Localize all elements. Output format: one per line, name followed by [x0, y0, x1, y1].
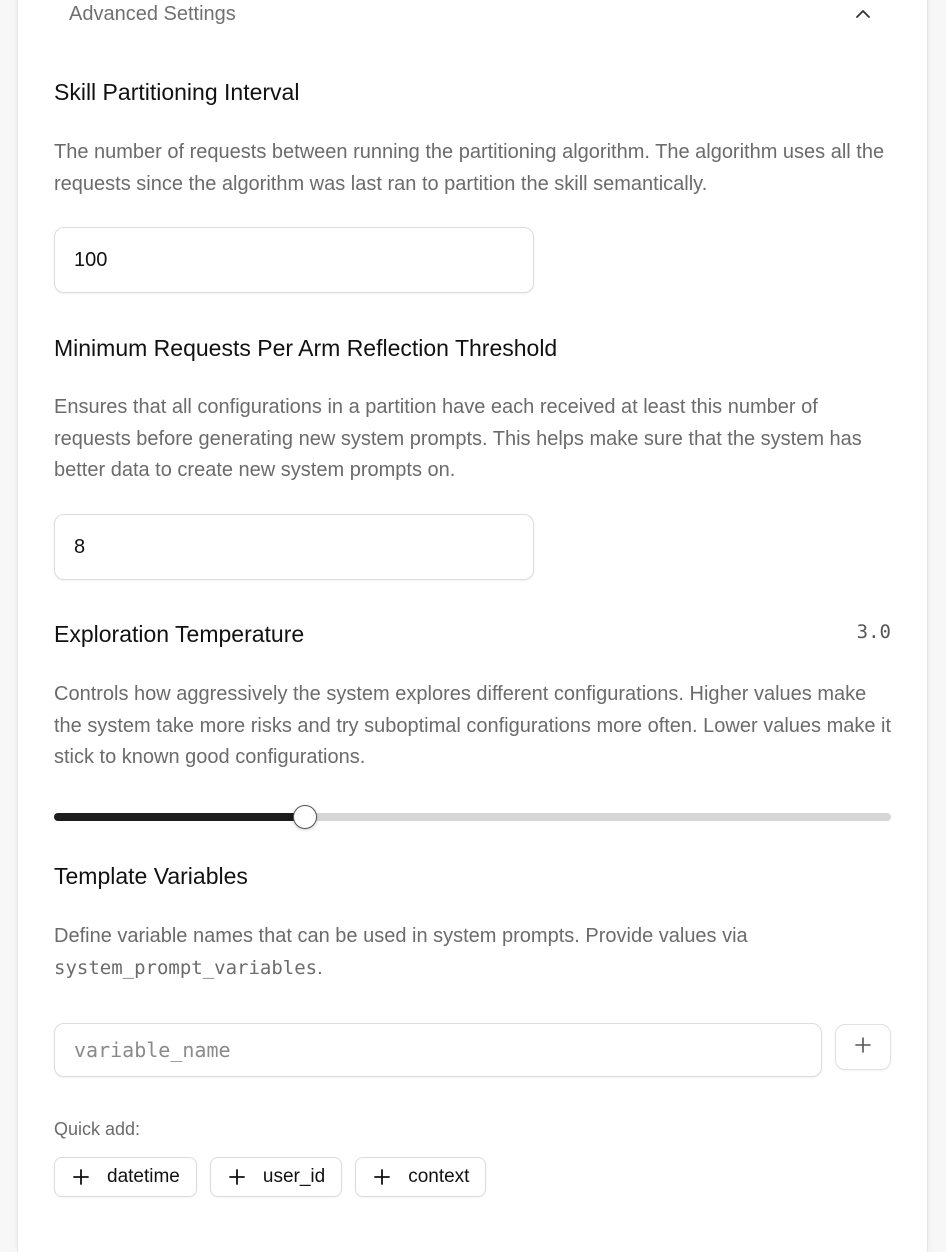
min-requests-input[interactable]	[54, 514, 534, 580]
partitioning-interval-input[interactable]	[54, 227, 534, 293]
quick-add-chips	[54, 1157, 486, 1197]
chip-label: context	[408, 1166, 470, 1187]
template-variables-description	[54, 921, 894, 984]
template-variables-description-suffix: .	[317, 956, 323, 979]
advanced-settings-title: Advanced Settings	[69, 2, 236, 25]
chevron-up-icon[interactable]	[849, 0, 877, 28]
chip-label: user_id	[262, 1166, 326, 1187]
partitioning-interval-description: The number of requests between running the partitioning algorithm. The algorithm uses all the requests since the algorithm was last ran to partition the skill semantically.	[54, 141, 885, 195]
exploration-temperature-title: Exploration Temperature	[54, 621, 305, 647]
template-variables-description-prefix: Define variable names that can be used in system prompts. Provide values via	[54, 925, 748, 947]
add-variable-button[interactable]	[835, 1024, 891, 1070]
exploration-temperature-value: 3.0	[856, 621, 891, 643]
quick-add-label: Quick add:	[54, 1119, 141, 1139]
exploration-temperature-description: Controls how aggressively the system explores different configurations. Higher values make the system take more risks and try suboptimal configurations more often. Lower values make it stick to known good configurations.	[54, 683, 892, 768]
partitioning-interval-value: 100	[74, 248, 108, 271]
quick-add-user-id-button[interactable]	[210, 1157, 342, 1197]
slider-thumb[interactable]	[293, 805, 317, 829]
partitioning-interval-title: Skill Partitioning Interval	[54, 79, 300, 105]
min-requests-description: Ensures that all configurations in a partition have each received at least this number of requests before generating new system prompts. This helps make sure that the system has better data to create new system prompts on.	[54, 396, 862, 481]
min-requests-value: 8	[74, 535, 86, 558]
exploration-temperature-slider[interactable]	[54, 813, 891, 821]
plus-icon	[854, 1036, 872, 1059]
plus-icon	[372, 1167, 392, 1187]
min-requests-title: Minimum Requests Per Arm Reflection Threshold	[54, 335, 558, 361]
variable-name-input[interactable]	[54, 1023, 822, 1077]
quick-add-datetime-button[interactable]	[54, 1157, 197, 1197]
advanced-settings-header[interactable]	[69, 0, 889, 28]
template-variables-title: Template Variables	[54, 863, 248, 889]
system-prompt-variables-code: system_prompt_variables	[54, 956, 318, 979]
plus-icon	[227, 1167, 247, 1187]
chip-label: datetime	[107, 1166, 180, 1187]
slider-fill	[54, 813, 305, 821]
quick-add-context-button[interactable]	[355, 1157, 486, 1197]
plus-icon	[71, 1167, 91, 1187]
